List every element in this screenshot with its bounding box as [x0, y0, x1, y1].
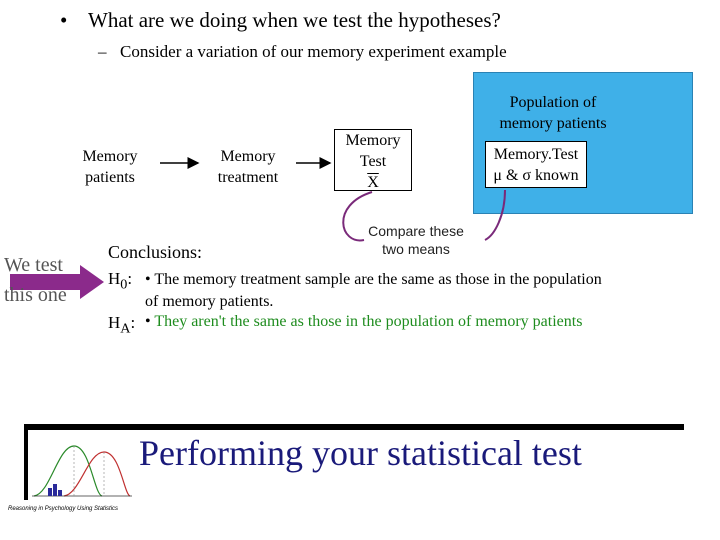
conclusions-heading: Conclusions: — [108, 242, 203, 262]
sample-mean-symbol: $\overline{X}$ — [367, 174, 379, 191]
h0-letter: H — [108, 269, 121, 288]
node-memory-patients: Memory patients — [82, 148, 138, 186]
null-hypothesis-label: $H_0$: — [108, 269, 133, 293]
alt-hypothesis-label: $H_A$: — [108, 313, 136, 337]
we-test-line2: this one — [4, 284, 67, 306]
ha-subscript: A — [120, 320, 131, 337]
ha-letter: H — [108, 313, 121, 332]
compare-note — [360, 222, 472, 258]
dash-glyph: – — [98, 42, 107, 61]
h0-statement: The memory treatment sample are the same as those in the population of memory patients. — [145, 271, 602, 310]
compare-line2: two means — [382, 241, 450, 257]
node-test-line2: Test — [359, 153, 387, 170]
footer-rule — [24, 424, 684, 430]
h0-subscript: 0 — [120, 276, 128, 293]
h0-bullet: • — [145, 271, 151, 288]
distribution-logo-icon — [30, 436, 134, 502]
node-test-line1: Memory — [345, 132, 401, 149]
ha-statement: They aren't the same as those in the population of memory patients — [154, 313, 583, 330]
node-memory-treatment: Memory treatment — [217, 148, 279, 186]
compare-line1: Compare these — [368, 223, 464, 239]
population-title-line1: Population of — [509, 94, 597, 111]
footer-title: Performing your statistical test — [139, 433, 582, 473]
bullet-glyph: • — [60, 8, 68, 32]
compare-bracket-right — [485, 190, 505, 240]
footer-rule-side — [24, 424, 28, 500]
we-test-line1: We test — [4, 254, 63, 276]
footer-caption: Reasoning in Psychology Using Statistics — [8, 506, 119, 512]
ha-bullet: • — [145, 313, 151, 330]
alt-hypothesis-text — [145, 313, 582, 331]
we-test-label — [4, 250, 67, 310]
population-params-line1: Memory.Test — [493, 146, 579, 163]
main-question: What are we doing when we test the hypotheses? — [88, 8, 501, 32]
sub-point: Consider a variation of our memory experiment example — [120, 42, 507, 61]
population-params-line2: μ & σ known — [493, 167, 579, 184]
population-title-line2: memory patients — [499, 115, 607, 132]
null-hypothesis-text — [145, 269, 605, 313]
